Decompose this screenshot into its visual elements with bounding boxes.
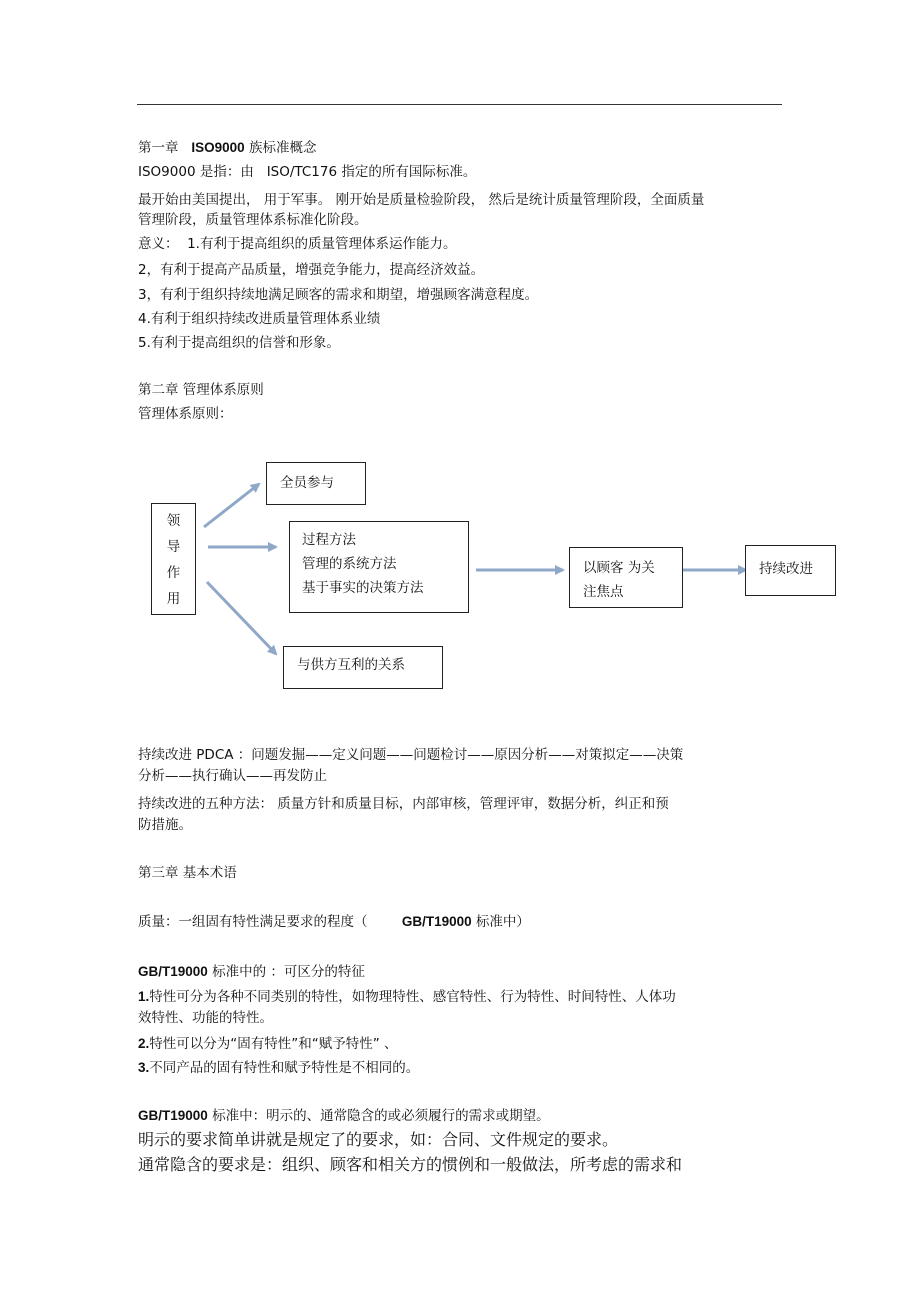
meaning-3: 3，有利于组织持续地满足顾客的需求和期望，增强顾客满意程度。 bbox=[138, 287, 539, 303]
leadership-char: 用 bbox=[166, 591, 181, 607]
arrow-to-supplier bbox=[207, 582, 276, 654]
history-line-1: 最开始由美国提出， 用于军事。 刚开始是质量检验阶段， 然后是统计质量管理阶段，全面质量 bbox=[138, 192, 705, 208]
meaning-2: 2，有利于提高产品质量，增强竞争能力，提高经济效益。 bbox=[138, 262, 485, 278]
process-label-3: 基于事实的决策方法 bbox=[302, 580, 424, 596]
all-staff-label: 全员参与 bbox=[280, 475, 334, 491]
supplier-label: 与供方互利的关系 bbox=[297, 657, 405, 673]
pdca-line-1: 持续改进 PDCA ：问题发掘——定义问题——问题检讨——原因分析——对策拟定——决策 bbox=[138, 747, 684, 763]
arrow-to-all-staff bbox=[204, 484, 259, 527]
all-staff-box bbox=[266, 462, 366, 505]
chapter-2-title: 第二章 管理体系原则 bbox=[138, 382, 264, 398]
chapter-3-title: 第三章 基本术语 bbox=[138, 865, 237, 881]
five-methods-line-2: 防措施。 bbox=[138, 817, 192, 833]
process-box bbox=[289, 521, 469, 613]
characteristic-1-line-1: 1.特性可分为各种不同类别的特性，如物理特性、感官特性、行为特性、时间特性、人体功 bbox=[138, 989, 676, 1005]
history-line-2: 管理阶段，质量管理体系标准化阶段。 bbox=[138, 212, 368, 228]
requirement-definition: GB/T19000 标准中：明示的、通常隐含的或必须履行的需求或期望。 bbox=[138, 1108, 550, 1124]
implicit-requirement: 通常隐含的要求是：组织、顾客和相关方的惯例和一般做法，所考虑的需求和 bbox=[138, 1155, 683, 1174]
meaning-5: 5.有利于提高组织的信誉和形象。 bbox=[138, 335, 340, 351]
leadership-char: 领 bbox=[166, 513, 181, 529]
supplier-box bbox=[283, 646, 443, 689]
five-methods-line-1: 持续改进的五种方法： 质量方针和质量目标，内部审核，管理评审，数据分析，纠正和预 bbox=[138, 796, 669, 812]
process-label-2: 管理的系统方法 bbox=[302, 556, 397, 572]
process-label-1: 过程方法 bbox=[302, 532, 356, 548]
customer-label-1: 以顾客 为关 bbox=[583, 560, 655, 576]
characteristic-2: 2.特性可以分为“固有特性”和“赋予特性” 、 bbox=[138, 1036, 398, 1052]
leadership-char: 作 bbox=[166, 565, 181, 581]
customer-box bbox=[569, 547, 683, 608]
improve-label: 持续改进 bbox=[759, 561, 813, 577]
characteristic-1-line-2: 效特性、功能的特性。 bbox=[138, 1010, 273, 1026]
meaning-4: 4.有利于组织持续改进质量管理体系业绩 bbox=[138, 311, 381, 327]
improve-box bbox=[745, 545, 836, 596]
leadership-box bbox=[151, 503, 196, 615]
pdca-line-2: 分析——执行确认——再发防止 bbox=[138, 768, 327, 784]
meaning-1: 意义： 1.有利于提高组织的质量管理体系运作能力。 bbox=[138, 236, 457, 252]
quality-definition: 质量：一组固有特性满足要求的程度（ GB/T19000 标准中） bbox=[138, 914, 530, 930]
explicit-requirement: 明示的要求简单讲就是规定了的要求，如：合同、文件规定的要求。 bbox=[138, 1130, 619, 1149]
characteristic-definition: GB/T19000 标准中的 ：可区分的特征 bbox=[138, 964, 365, 980]
characteristic-3: 3.不同产品的固有特性和赋予特性是不相同的。 bbox=[138, 1060, 420, 1076]
chapter-2-subtitle: 管理体系原则： bbox=[138, 406, 233, 422]
chapter-1-title: 第一章 ISO9000 族标准概念 bbox=[138, 140, 317, 156]
iso9000-definition: ISO9000 是指：由 ISO/TC176 指定的所有国际标准。 bbox=[138, 164, 477, 180]
customer-label-2: 注焦点 bbox=[583, 584, 624, 600]
leadership-char: 导 bbox=[166, 539, 181, 555]
